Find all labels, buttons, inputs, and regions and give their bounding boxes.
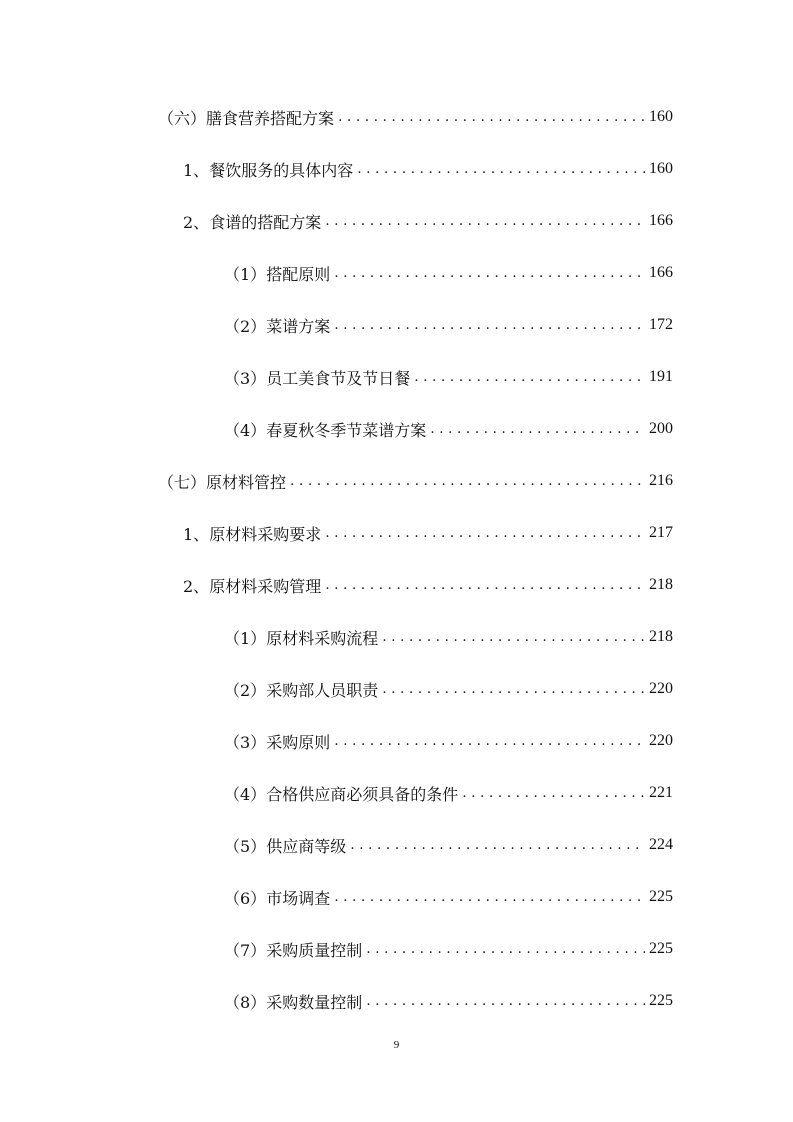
toc-entry[interactable] xyxy=(224,677,673,701)
toc-entry-page: 166 xyxy=(649,212,673,229)
toc-entry-number: （5） xyxy=(224,836,267,856)
toc-entry-title[interactable]: 原材料采购流程 xyxy=(266,628,379,648)
toc-entry-page: 225 xyxy=(649,992,673,1009)
toc-entry[interactable] xyxy=(158,105,673,129)
toc-entry[interactable] xyxy=(183,157,673,181)
toc-entry-page: 225 xyxy=(649,888,673,905)
dot-leader xyxy=(366,941,645,957)
dot-leader xyxy=(325,577,645,593)
page-number: 9 xyxy=(393,1039,400,1051)
toc-entry[interactable] xyxy=(224,625,673,649)
toc-entry[interactable] xyxy=(224,261,673,285)
toc-entry-number: （4） xyxy=(224,420,267,440)
dot-leader xyxy=(430,421,645,437)
toc-entry-number: （4） xyxy=(224,784,267,804)
toc-entry[interactable] xyxy=(224,417,673,441)
toc-entry-page: 166 xyxy=(649,264,673,281)
toc-entry-title[interactable]: 员工美食节及节日餐 xyxy=(266,368,411,388)
toc-entry[interactable] xyxy=(224,365,673,389)
dot-leader xyxy=(350,837,645,853)
toc-entry-title[interactable]: 原材料采购管理 xyxy=(209,576,322,596)
toc-entry-title[interactable]: 原材料管控 xyxy=(206,472,287,492)
dot-leader xyxy=(334,733,645,749)
toc-entry[interactable] xyxy=(158,469,673,493)
toc-entry[interactable] xyxy=(224,833,673,857)
toc-entry[interactable] xyxy=(224,313,673,337)
toc-entry-page: 218 xyxy=(649,628,673,645)
toc-entry-number: （1） xyxy=(224,264,267,284)
toc-entry-title[interactable]: 供应商等级 xyxy=(266,836,347,856)
dot-leader xyxy=(357,161,645,177)
dot-leader xyxy=(366,993,645,1009)
toc-entry-page: 172 xyxy=(649,316,673,333)
dot-leader xyxy=(382,681,645,697)
toc-entry-title[interactable]: 合格供应商必须具备的条件 xyxy=(266,784,459,804)
toc-entry-number: 2、 xyxy=(183,212,210,232)
toc-entry-number: （六） xyxy=(158,108,207,128)
toc-entry-title[interactable]: 采购部人员职责 xyxy=(266,680,379,700)
toc-entry-page: 221 xyxy=(649,784,673,801)
toc-entry-title[interactable]: 原材料采购要求 xyxy=(209,524,322,544)
toc-entry-title[interactable]: 膳食营养搭配方案 xyxy=(206,108,335,128)
toc-entry-number: （6） xyxy=(224,888,267,908)
toc-entry-number: （3） xyxy=(224,732,267,752)
toc-entry[interactable] xyxy=(183,209,673,233)
toc-entry-title[interactable]: 搭配原则 xyxy=(266,264,331,284)
toc-entry[interactable] xyxy=(224,781,673,805)
dot-leader xyxy=(325,213,645,229)
toc-entry-number: （8） xyxy=(224,992,267,1012)
toc-entry-number: （七） xyxy=(158,472,207,492)
toc-entry-number: 1、 xyxy=(183,160,210,180)
toc-entry-number: （3） xyxy=(224,368,267,388)
toc-entry-number: 2、 xyxy=(183,576,210,596)
toc-entry-title[interactable]: 餐饮服务的具体内容 xyxy=(209,160,354,180)
toc-entry-page: 160 xyxy=(649,108,673,125)
dot-leader xyxy=(334,317,645,333)
dot-leader xyxy=(382,629,645,645)
toc-entry-page: 225 xyxy=(649,940,673,957)
dot-leader xyxy=(334,889,645,905)
dot-leader xyxy=(414,369,645,385)
toc-entry-title[interactable]: 菜谱方案 xyxy=(266,316,331,336)
dot-leader xyxy=(462,785,645,801)
toc-entry[interactable] xyxy=(183,521,673,545)
toc-entry-page: 216 xyxy=(649,472,673,489)
toc-entry-number: （2） xyxy=(224,316,267,336)
toc-entry-page: 200 xyxy=(649,420,673,437)
toc-entry[interactable] xyxy=(224,729,673,753)
toc-entry-page: 224 xyxy=(649,836,673,853)
toc-entry-page: 220 xyxy=(649,732,673,749)
toc-entry-page: 217 xyxy=(649,524,673,541)
toc-entry-title[interactable]: 食谱的搭配方案 xyxy=(209,212,322,232)
toc-entry-number: （7） xyxy=(224,940,267,960)
dot-leader xyxy=(334,265,645,281)
toc-entry-title[interactable]: 采购原则 xyxy=(266,732,331,752)
toc-entry-page: 160 xyxy=(649,160,673,177)
toc-entry-number: （2） xyxy=(224,680,267,700)
toc-entry[interactable] xyxy=(224,885,673,909)
dot-leader xyxy=(338,109,645,125)
toc-entry-page: 220 xyxy=(649,680,673,697)
dot-leader xyxy=(290,473,645,489)
toc-entry-page: 191 xyxy=(649,368,673,385)
toc-entry-title[interactable]: 市场调查 xyxy=(266,888,331,908)
toc-entry-title[interactable]: 春夏秋冬季节菜谱方案 xyxy=(266,420,427,440)
toc-entry[interactable] xyxy=(224,937,673,961)
toc-entry-title[interactable]: 采购数量控制 xyxy=(266,992,363,1012)
toc-entry-page: 218 xyxy=(649,576,673,593)
toc-entry-number: 1、 xyxy=(183,524,210,544)
toc-entry[interactable] xyxy=(224,989,673,1013)
toc-entry[interactable] xyxy=(183,573,673,597)
dot-leader xyxy=(325,525,645,541)
toc-entry-number: （1） xyxy=(224,628,267,648)
toc-entry-title[interactable]: 采购质量控制 xyxy=(266,940,363,960)
